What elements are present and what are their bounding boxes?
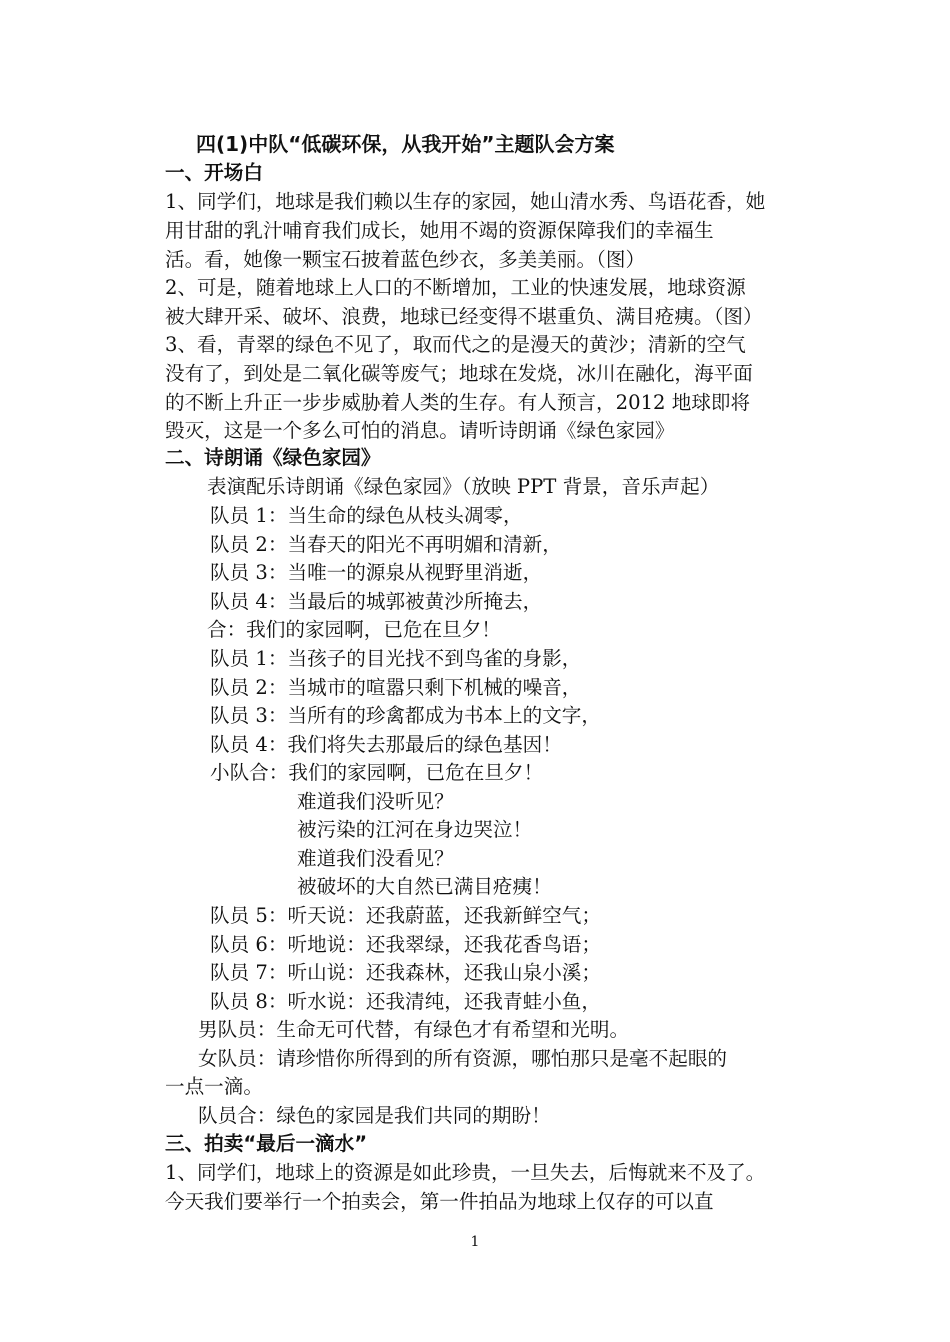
- page-number: 1: [470, 1234, 480, 1250]
- paragraph-line: 今天我们要举行一个拍卖会，第一件拍品为地球上仅存的可以直: [165, 1190, 714, 1213]
- poem-line: 队员 3：当唯一的源泉从视野里消逝，: [210, 561, 543, 584]
- poem-line: 合：我们的家园啊，已危在旦夕！: [207, 618, 501, 641]
- poem-line: 女队员：请珍惜你所得到的所有资源，哪怕那只是毫不起眼的: [198, 1047, 728, 1070]
- section-heading-auction: 三、拍卖“最后一滴水”: [165, 1132, 368, 1155]
- poem-line: 被污染的江河在身边哭泣！: [297, 818, 533, 841]
- paragraph-line: 没有了，到处是二氧化碳等废气；地球在发烧，冰川在融化，海平面: [165, 362, 753, 385]
- paragraph-line: 1、同学们，地球是我们赖以生存的家园，她山清水秀、鸟语花香，她: [165, 190, 766, 213]
- poem-line: 难道我们没听见？: [297, 790, 454, 813]
- poem-line: 一点一滴。: [165, 1075, 263, 1098]
- poem-line: 小队合：我们的家园啊，已危在旦夕！: [210, 761, 544, 784]
- paragraph-line: 活。看，她像一颗宝石披着蓝色纱衣，多美美丽。（图）: [165, 248, 646, 271]
- paragraph-line: 的不断上升正一步步威胁着人类的生存。有人预言，2012 地球即将: [165, 391, 751, 414]
- document-title: 四(1)中队“低碳环保，从我开始”主题队会方案: [196, 132, 615, 156]
- poem-line: 队员 2：当春天的阳光不再明媚和清新，: [210, 533, 562, 556]
- poem-line: 队员 2：当城市的喧嚣只剩下机械的噪音，: [210, 676, 582, 699]
- poem-line: 队员合：绿色的家园是我们共同的期盼！: [198, 1104, 551, 1127]
- paragraph-line: 1、同学们，地球上的资源是如此珍贵，一旦失去，后悔就来不及了。: [165, 1161, 766, 1184]
- paragraph-line: 毁灭，这是一个多么可怕的消息。请听诗朗诵《绿色家园》: [165, 419, 675, 442]
- poem-line: 男队员：生命无可代替，有绿色才有希望和光明。: [198, 1018, 630, 1041]
- poem-line: 队员 6：听地说：还我翠绿，还我花香鸟语；: [210, 933, 601, 956]
- section-heading-poem: 二、诗朗诵《绿色家园》: [165, 446, 381, 469]
- section-heading-opening: 一、开场白: [165, 161, 263, 184]
- poem-line: 队员 4：我们将失去那最后的绿色基因！: [210, 733, 562, 756]
- poem-line: 队员 7：听山说：还我森林，还我山泉小溪；: [210, 961, 601, 984]
- poem-line: 被破坏的大自然已满目疮痍！: [297, 875, 552, 898]
- paragraph-line: 3、看，青翠的绿色不见了，取而代之的是漫天的黄沙；清新的空气: [165, 333, 746, 356]
- poem-line: 队员 3：当所有的珍禽都成为书本上的文字，: [210, 704, 601, 727]
- poem-line: 队员 5：听天说：还我蔚蓝，还我新鲜空气；: [210, 904, 601, 927]
- poem-line: 表演配乐诗朗诵《绿色家园》（放映 PPT 背景，音乐声起）: [207, 475, 720, 498]
- paragraph-line: 被大肆开采、破坏、浪费，地球已经变得不堪重负、满目疮痍。（图）: [165, 305, 763, 328]
- poem-line: 队员 1：当生命的绿色从枝头凋零，: [210, 504, 523, 527]
- poem-line: 队员 8：听水说：还我清纯，还我青蛙小鱼，: [210, 990, 601, 1013]
- paragraph-line: 用甘甜的乳汁哺育我们成长，她用不竭的资源保障我们的幸福生: [165, 219, 714, 242]
- poem-line: 队员 1：当孩子的目光找不到鸟雀的身影，: [210, 647, 582, 670]
- paragraph-line: 2、可是，随着地球上人口的不断增加，工业的快速发展，地球资源: [165, 276, 746, 299]
- poem-line: 队员 4：当最后的城郭被黄沙所掩去，: [210, 590, 543, 613]
- poem-line: 难道我们没看见？: [297, 847, 454, 870]
